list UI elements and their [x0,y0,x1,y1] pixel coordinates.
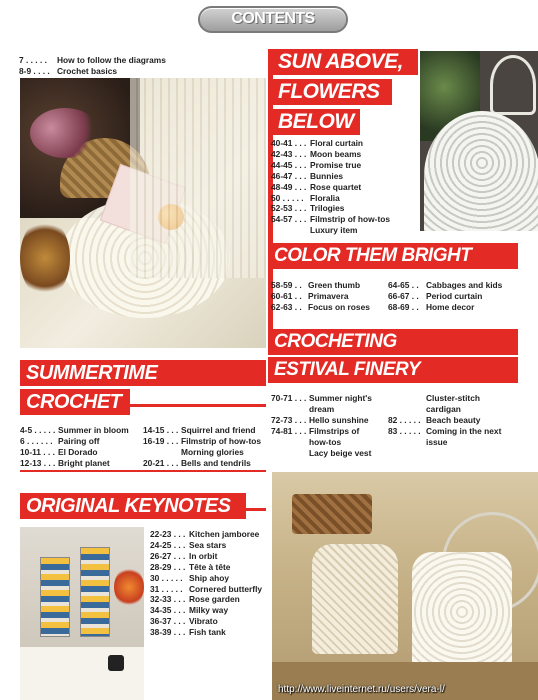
page-number [388,393,426,404]
page-number: 30 . . . . . [150,572,183,583]
list-item [150,540,262,551]
flowers-shape [30,108,100,158]
entry-title: Period curtain [426,290,483,301]
list-item [271,149,390,160]
entry-title: How to follow the diagrams [57,55,166,65]
list-item [271,138,390,149]
list-item [271,214,390,225]
chair-shape [490,55,536,115]
summertime-heading-line-1: SUMMERTIME [20,360,266,386]
list-item [271,182,390,193]
list-item [271,225,390,236]
page-number: 82 . . . . . [388,414,421,425]
page-number: 68-69 . . [388,301,419,312]
entry-title: Vibrato [189,616,218,627]
entry-title: Squirrel and friend [181,425,256,435]
festival-heading-line-1: CROCHETING [268,329,518,355]
entry-title: Summer night's [309,393,372,403]
summertime-rule [130,404,266,407]
list-item [388,291,502,302]
list-item [150,594,262,605]
page-number: 12-13 . . . [20,457,56,468]
page-number [388,404,426,415]
entry-title: Sea stars [189,539,227,550]
list-item [271,393,372,404]
list-item [271,404,372,415]
list-item [271,280,370,291]
list-item [388,393,501,404]
page-number: 62-63 . . [271,301,302,312]
list-item [150,605,262,616]
entry-title: Coming in the next [426,425,502,436]
entry-title: Crochet basics [57,65,118,76]
entry-title: Milky way [189,605,229,616]
page-number: 60-61 . . [271,290,302,301]
section-rule [20,470,266,472]
page-number: 26-27 . . . [150,550,186,561]
color-list-left [271,280,370,313]
mug-shape [108,655,124,671]
page-number: 46-47 . . . [271,170,307,181]
list-item [19,66,166,77]
sun-heading-line-2: FLOWERS [272,79,392,105]
page-number: 50 . . . . . [271,192,304,203]
list-item [271,426,372,437]
entry-title: El Dorado [58,446,98,457]
entry-title: Pairing off [58,435,100,446]
page-number: 32-33 . . . [150,594,186,605]
entry-title: Tête à tête [189,561,231,572]
list-item [388,415,501,426]
page-number: 20-21 . . . [143,457,179,468]
entry-title: Promise true [310,159,362,170]
color-list-right [388,280,502,313]
list-item [271,203,390,214]
lace-tablecloth-photo [420,51,538,231]
sun-heading-line-3: BELOW [272,109,360,135]
festival-heading-line-2: ESTIVAL FINERY [268,357,518,383]
basket-shape [292,494,372,534]
list-item [143,425,261,436]
list-item [150,551,262,562]
entry-title: Bright planet [58,457,110,468]
list-item [20,458,129,469]
page-number: 83 . . . . . [388,425,421,436]
page-number: 10-11 . . . [20,446,55,457]
list-item [388,404,501,415]
list-item [271,193,390,204]
list-item [388,280,502,291]
page-number: 7 . . . . . [19,55,47,65]
entry-title: cardigan [426,403,461,414]
page-number: 52-53 . . . [271,203,307,214]
entry-title: Bunnies [310,170,344,181]
entry-title: Bells and tendrils [181,457,251,468]
entry-title: Beach beauty [426,414,481,425]
list-item [271,160,390,171]
rack-shape [40,557,70,637]
page-number: 64-65 . . [388,280,419,290]
sweaters-bicycle-photo [272,472,538,700]
page-number: 44-45 . . . [271,159,307,170]
list-item [150,627,262,638]
entry-title: In orbit [189,550,218,561]
entry-title: Focus on roses [308,301,370,312]
summertime-list-left [20,425,129,469]
list-item [271,415,372,426]
page-number [271,448,309,459]
entry-title: Hello sunshine [309,414,369,425]
counter-shape [20,647,144,700]
page-number: 58-59 . . [271,280,302,290]
page-number: 34-35 . . . [150,605,186,616]
list-item [150,616,262,627]
list-item [150,529,262,540]
entry-title: how-tos [309,436,342,447]
entry-title: issue [426,436,448,447]
page-number: 16-19 . . . [143,435,179,446]
list-item [20,425,129,436]
entry-title: Filmstrips of [309,425,360,436]
keynotes-list [150,529,262,638]
festival-list-right [388,393,501,448]
page-number [271,404,309,415]
list-item [271,448,372,459]
page-number: 22-23 . . . [150,529,186,539]
sun-heading-line-1: SUN ABOVE, [272,49,418,75]
sun-list [271,138,390,236]
list-item [143,458,261,469]
list-item [20,447,129,458]
list-item [271,291,370,302]
entry-title: Morning glories [181,446,244,457]
kitchen-photo [20,527,144,700]
entry-title: Filmstrip of how-tos [181,435,262,446]
entry-title: Lacy beige vest [309,447,372,458]
page-number: 6 . . . . . . [20,435,53,446]
entry-title: Cabbages and kids [426,280,503,290]
keynotes-rule [246,508,266,511]
entry-title: Filmstrip of how-tos [310,214,391,225]
leaves-shape [20,218,70,298]
list-item [388,437,501,448]
page-number: 31 . . . . . [150,583,183,594]
entry-title: Green thumb [308,280,361,290]
entry-title: Floralia [310,192,340,203]
festival-list-left [271,393,372,458]
rack-shape-2 [80,547,110,637]
page-number: 14-15 . . . [143,425,179,435]
list-item [150,573,262,584]
entry-title: Fish tank [189,627,226,638]
page-number: 38-39 . . . [150,627,186,638]
list-item [150,584,262,595]
page-number: 66-67 . . [388,290,419,301]
tablecloth-shape [424,111,538,231]
page-number: 42-43 . . . [271,148,307,159]
entry-title: Moon beams [310,148,362,159]
list-item [271,171,390,182]
entry-title: Luxury item [310,225,358,236]
list-item [388,302,502,313]
page-number: 24-25 . . . [150,539,186,550]
page-number [388,437,426,448]
entry-title: Rose garden [189,594,240,605]
entry-title: Cluster-stitch [426,393,480,403]
page-number: 72-73 . . . [271,414,307,425]
entry-title: Cornered butterfly [189,583,263,594]
page-number: 40-41 . . . [271,138,307,148]
list-item [271,437,372,448]
page-number: 36-37 . . . [150,616,186,627]
page-number: 8-9 . . . . [19,65,50,76]
lace-table-shape [130,78,266,278]
page-number [143,447,181,458]
page-number: 70-71 . . . [271,393,307,403]
flower-shape [114,567,144,607]
page-number: 48-49 . . . [271,181,307,192]
entry-title: Trilogies [310,203,345,214]
list-item [388,426,501,437]
entry-title: dream [309,403,335,414]
entry-title: Home decor [426,301,475,312]
list-item [19,55,166,66]
summertime-heading-line-2: CROCHET [20,389,130,415]
page-number [271,437,309,448]
page-number: 28-29 . . . [150,561,186,572]
list-item [150,562,262,573]
list-item [143,436,261,447]
summertime-list-right [143,425,261,469]
page-number: 74-81 . . . [271,425,307,436]
list-item [20,436,129,447]
keynotes-heading: ORIGINAL KEYNOTES [20,493,246,519]
intro-list [19,55,166,77]
vest-shape [312,544,398,654]
list-item [143,447,261,458]
page-number: 4-5 . . . . . [20,425,56,435]
footer-watermark: http://www.liveinternet.ru/users/vera-l/ [278,684,445,695]
entry-title: Kitchen jamboree [189,529,260,539]
page-number [271,225,310,236]
color-heading: COLOR THEM BRIGHT [268,243,518,269]
cardigan-shape [412,552,512,672]
doily-still-life-photo [20,78,266,348]
entry-title: Ship ahoy [189,572,230,583]
page-number: 54-57 . . . [271,214,307,225]
contents-title: CONTENTS [231,10,315,27]
entry-title: Rose quartet [310,181,362,192]
entry-title: Floral curtain [310,138,364,148]
entry-title: Primavera [308,290,349,301]
entry-title: Summer in bloom [58,425,129,435]
list-item [271,302,370,313]
